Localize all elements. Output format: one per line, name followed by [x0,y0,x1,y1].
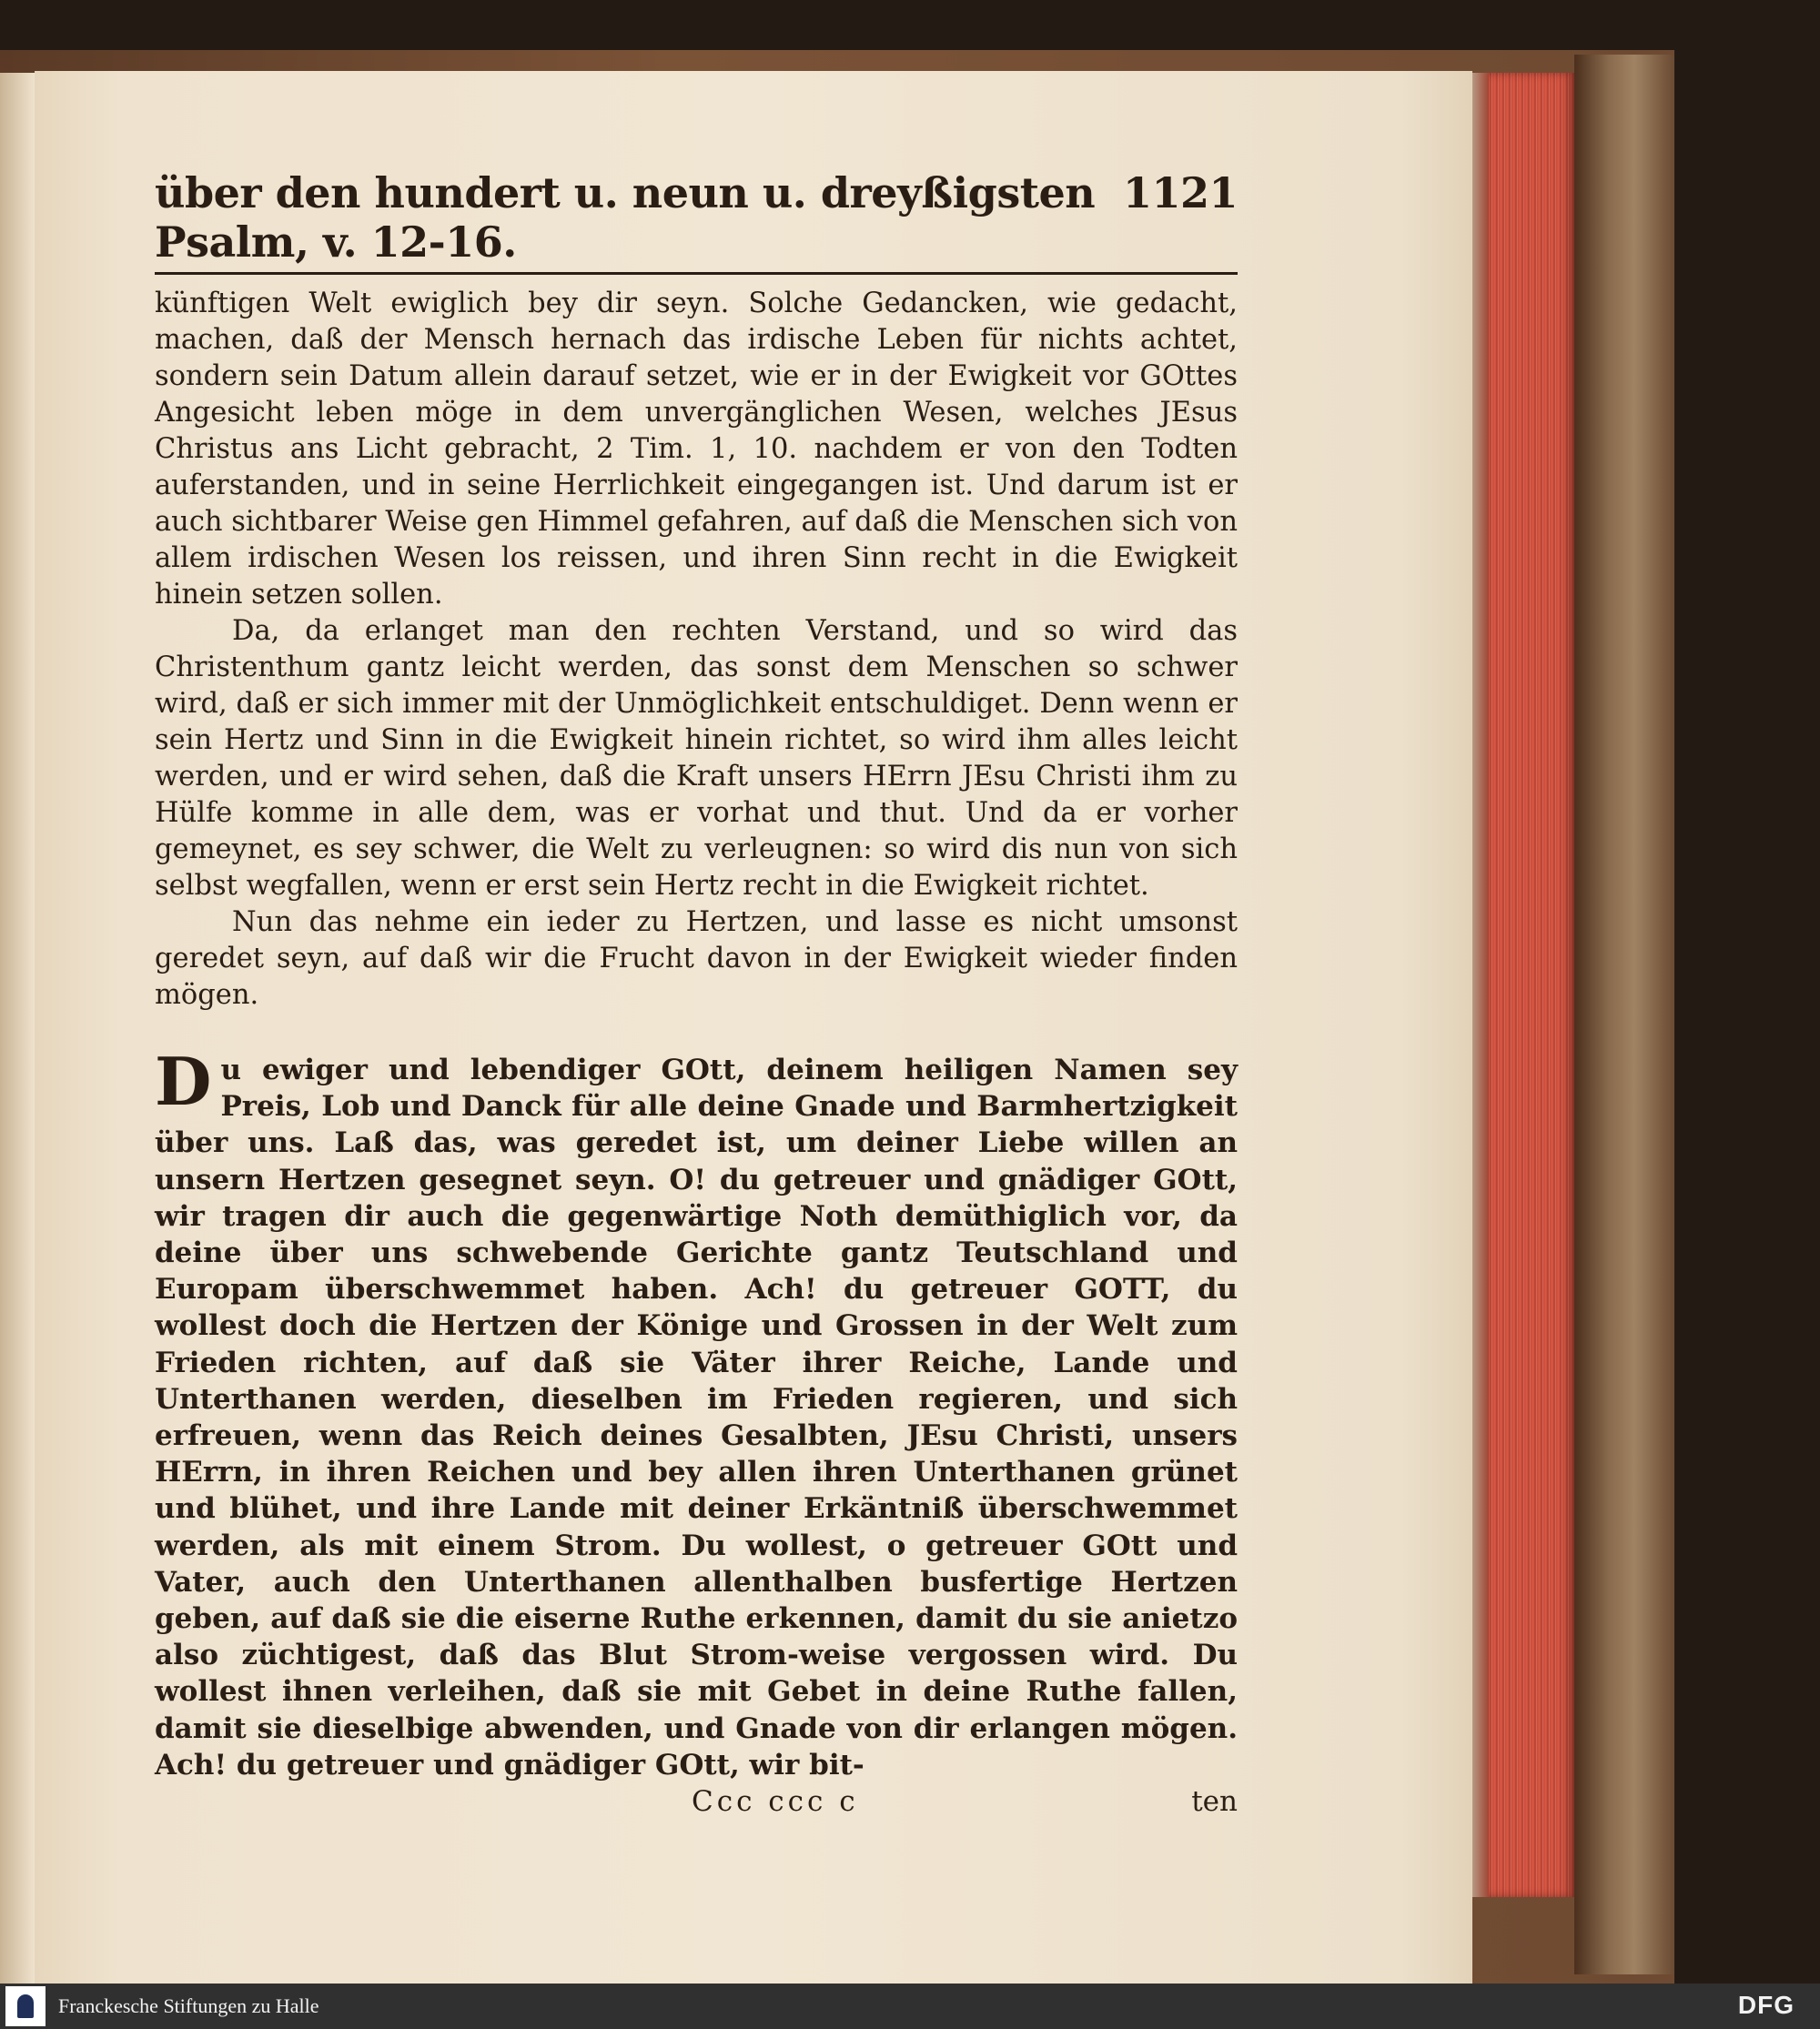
page-number: 1121 [1122,168,1238,217]
paragraph-1: künftigen Welt ewiglich bey dir seyn. Solche Gedancken, wie gedacht, machen, daß der Mensch hernach das irdische Leben für nichts achtet, sondern sein Datum allein darauf setzet, wie er in der Ewigkeit vor GOttes Angesicht leben möge in dem unvergänglichen Wesen, welches JEsus Christus ans Licht gebracht, 2 Tim. 1, 10. nachdem er von den Todten auferstanden, und in seine Herrlichkeit eingegangen ist. Und darum ist er auch sichtbarer Weise gen Himmel gefahren, auf daß die Menschen sich von allem irdischen Wesen los reissen, und ihren Sinn recht in die Ewigkeit hinein setzen sollen. [155,288,1238,611]
book-binding [1574,55,1674,1974]
viewer-footer-bar [0,1984,1820,2029]
franckesche-stiftungen-logo-icon[interactable] [5,1986,46,2026]
prayer-section [155,1043,1238,1783]
catchword: ten [1191,1785,1238,1819]
institution-name[interactable]: Franckesche Stiftungen zu Halle [58,1994,319,2017]
page-text-block [155,168,1238,1818]
paragraph-2: Da, da erlanget man den rechten Verstand, und so wird das Christenthum gantz leicht werden, das sonst dem Menschen so schwer wird, daß er sich immer mit der Unmöglichkeit entschuldiget. Denn wenn er sein Hertz und Sinn in die Ewigkeit hinein richtet, so wird ihm alles leicht werden, und er wird sehen, daß die Kraft unsers HErrn JEsu Christi ihm zu Hülfe komme in alle dem, was er vorhat und thut. Und da er vorher gemeynet, es sey schwer, die Welt zu verleugnen: so wird dis nun von sich selbst wegfallen, wenn er erst sein Hertz recht in die Ewigkeit richtet. [155,615,1238,902]
prayer-text: u ewiger und lebendiger GOtt, deinem heiligen Namen sey Preis, Lob und Danck für alle deine Gnade und Barmhertzigkeit über uns. Laß das, was geredet ist, um deiner Liebe willen an unsern Hertzen gesegnet seyn. O! du getreuer und gnädiger GOtt, wir tragen dir auch die gegenwärtige Noth demüthiglich vor, da deine über uns schwebende Gerichte gantz Teutschland und Europam überschwemmet haben. Ach! du getreuer GOTT, du wollest doch die Hertzen der Könige und Grossen in der Welt zum Frieden richten, auf daß sie Väter ihrer Reiche, Lande und Unterthanen werden, dieselben im Frieden regieren, und sich erfreuen, wenn das Reich deines Gesalbten, JEsu Christi, unsers HErrn, in ihren Reichen und bey allen ihren Unterthanen grünet und blühet, und ihre Lande mit deiner Erkäntniß überschwemmet werden, als mit einem Strom. Du wollest, o getreuer GOtt und Vater, auch den Unterthanen allenthalben busfertige Hertzen geben, auf daß sie die eiserne Ruthe erkennen, damit du sie anietzo also züchtigest, daß das Blut Strom-weise vergossen wird. Du wollest ihnen verleihen, daß sie mit Gebet in deine Ruthe fallen, damit sie dieselbige abwenden, und Gnade von dir erlangen mögen. Ach! du getreuer und gnädiger GOtt, wir bit- [155,1054,1238,1782]
paragraph-3: Nun das nehme ein ieder zu Hertzen, und lasse es nicht umsonst geredet seyn, auf daß wir die Frucht davon in der Ewigkeit wieder finden mögen. [155,906,1238,1011]
running-title: über den hundert u. neun u. dreyßigsten Psalm, v. 12-16. [155,168,1096,267]
signature-mark: Ccc ccc c [692,1785,859,1819]
facing-page-edge [0,73,35,1984]
drop-cap-initial: D [155,1043,212,1120]
logo-mark [17,1994,34,2018]
dfg-logo[interactable]: DFG [1737,1991,1795,2019]
running-header [155,168,1238,275]
page-footer [155,1785,1238,1818]
